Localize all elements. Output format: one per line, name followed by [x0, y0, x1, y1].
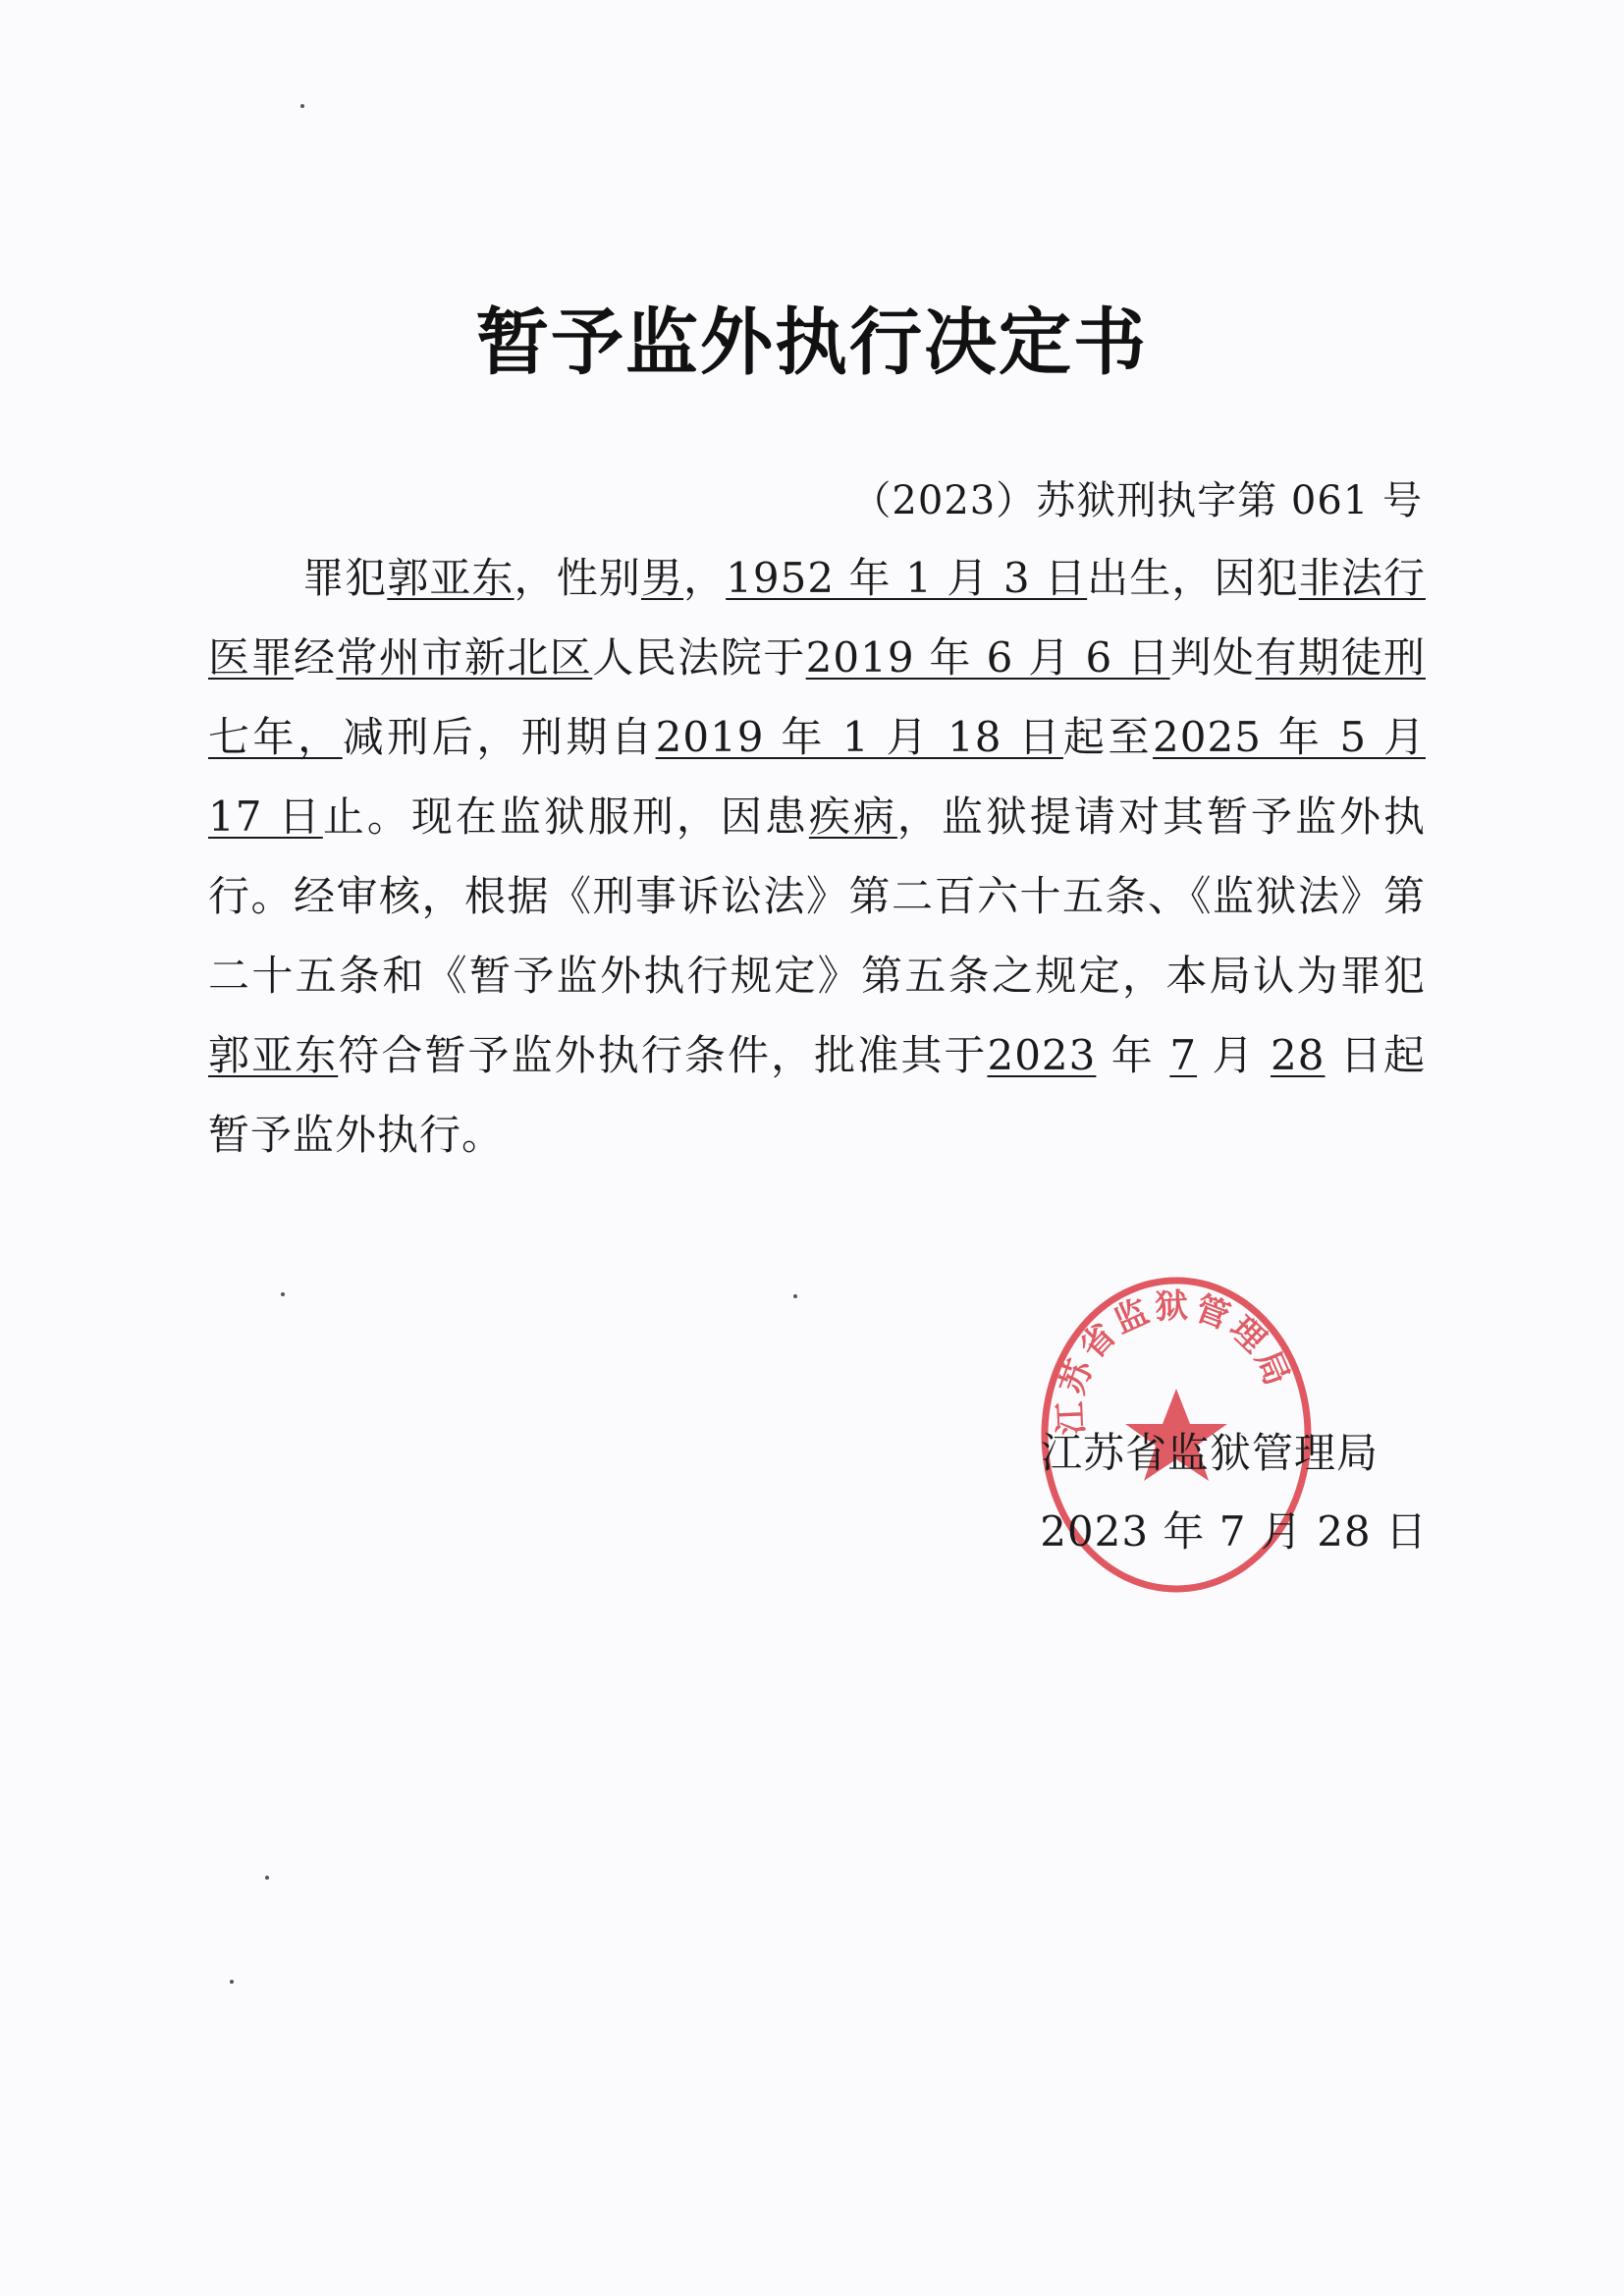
term-end: 2025 年 5 月 17 日	[208, 713, 1426, 841]
illness: 疾病	[808, 793, 897, 841]
document-number: （2023）苏狱刑执字第 061 号	[851, 478, 1423, 523]
scan-speck	[300, 104, 304, 108]
issuing-organization: 江苏省监狱管理局	[1040, 1429, 1379, 1477]
scan-speck	[230, 1980, 234, 1984]
seal-text: 江苏省监狱管理局	[1051, 1286, 1299, 1436]
scan-speck	[793, 1294, 797, 1298]
decision-body: 罪犯郭亚东，性别男，1952 年 1 月 3 日出生，因犯非法行医罪经常州市新北区人民法院于2019 年 6 月 6 日判处有期徒刑七年，减刑后，刑期自2019 年 1 月 18 日起至2025 年 5 月 17 日止。现在监狱服刑，因患疾病，监狱提请对其暂予监外执行。经审核，根据《刑事诉讼法》第二百六十五条、《监狱法》第二十五条和《暂予监外执行规定》第五条之规定，本局认为罪犯郭亚东符合暂予监外执行条件，批准其于2023 年 7 月 28 日起暂予监外执行。	[208, 554, 1426, 1159]
document-title: 暂予监外执行决定书	[476, 301, 1148, 385]
approve-day: 28	[1271, 1031, 1326, 1079]
court-region: 常州市新北区	[336, 633, 593, 682]
crime: 非法行医罪	[208, 554, 1426, 682]
scan-speck	[281, 1292, 285, 1296]
issue-date: 2023 年 7 月 28 日	[1040, 1507, 1428, 1556]
term-start: 2019 年 1 月 18 日	[655, 713, 1063, 761]
judgment-date: 2019 年 6 月 6 日	[805, 633, 1170, 682]
birth-date: 1952 年 1 月 3 日	[726, 554, 1088, 602]
approve-year: 2023	[987, 1031, 1097, 1079]
gender: 男	[640, 554, 684, 602]
scan-speck	[265, 1876, 269, 1880]
criminal-name: 郭亚东	[387, 554, 514, 602]
sentence: 有期徒刑七年，	[208, 633, 1426, 761]
signature-block	[1040, 1414, 1428, 1571]
approve-month: 7	[1169, 1031, 1198, 1079]
criminal-name-repeat: 郭亚东	[208, 1031, 339, 1079]
